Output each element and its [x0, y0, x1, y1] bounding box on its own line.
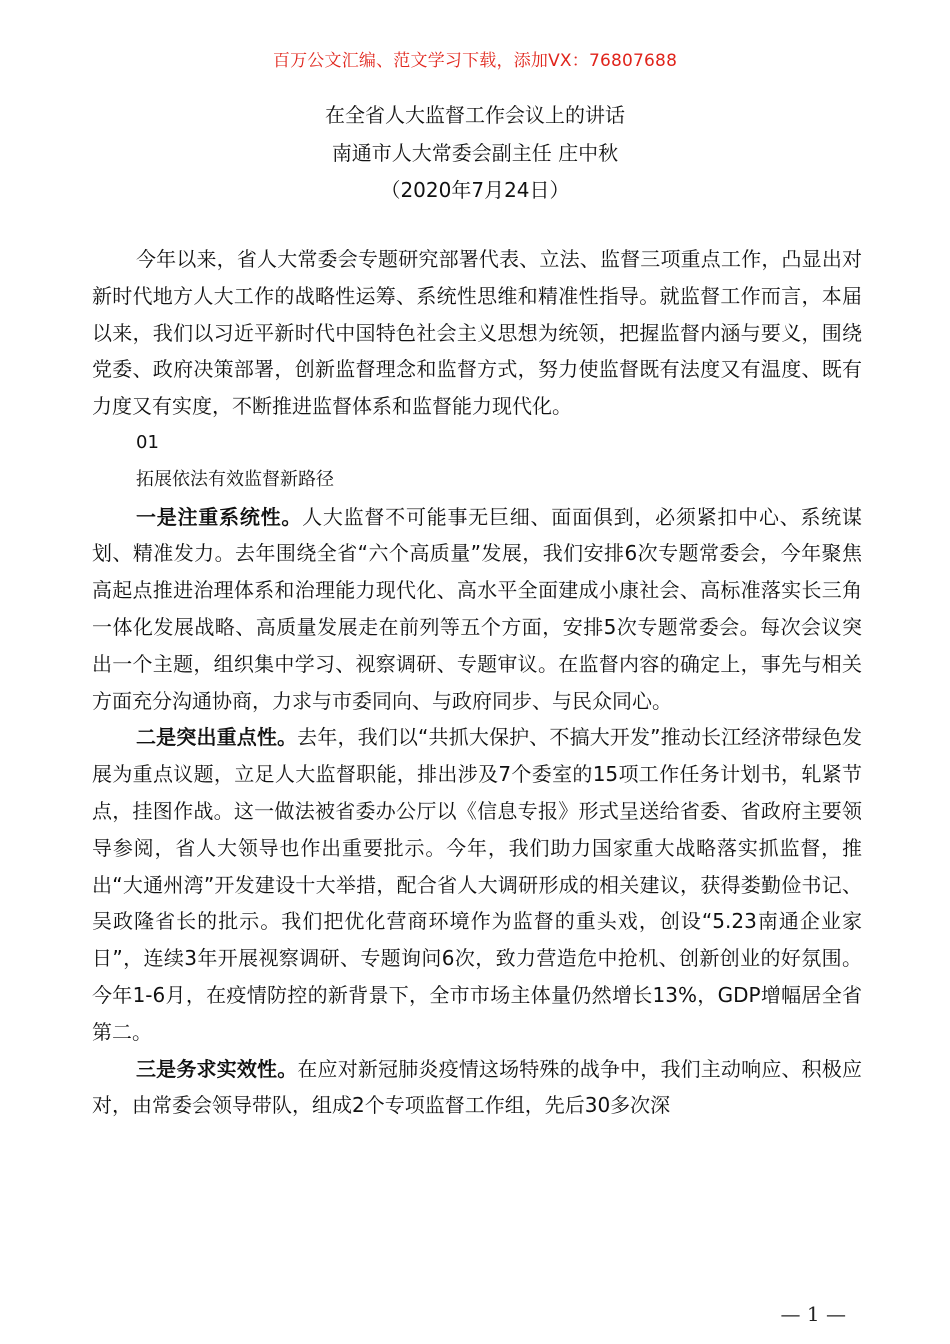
paragraph-lead: 一是注重系统性。	[136, 504, 303, 529]
document-body	[92, 241, 862, 1124]
paragraph-intro: 今年以来，省人大常委会专题研究部署代表、立法、监督三项重点工作，凸显出对新时代地方人大工作的战略性运筹、系统性思维和精准性指导。就监督工作而言，本届以来，我们以习近平新时代中国特色社会主义思想为统领，把握监督内涵与要义，围绕党委、政府决策部署，创新监督理念和监督方式，努力使监督既有法度又有温度、既有力度又有实度，不断推进监督体系和监督能力现代化。	[92, 247, 862, 419]
section-number: 01	[136, 431, 159, 453]
speech-date: （2020年7月24日）	[380, 178, 570, 202]
paragraph-text: 在应对新冠肺炎疫情这场特殊的战争中，我们主动响应、积极应对，由常委会领导带队，组成2个专项监督工作组，先后30多次深	[92, 1056, 863, 1118]
paragraph-lead: 二是突出重点性。	[136, 725, 298, 750]
paragraph-text: 去年，我们以“共抓大保护、不搞大开发”推动长江经济带绿色发展为重点议题，立足人大监督职能，排出涉及7个委室的15项工作任务计划书，轧紧节点，挂图作战。这一做法被省委办公厅以《信息专报》形式呈送给省委、省政府主要领导参阅，省人大领导也作出重要批示。今年，我们助力国家重大战略落实抓监督，推出“大通州湾”开发建设十大举措，配合省人大调研形成的相关建议，获得娄勤俭书记、吴政隆省长的批示。我们把优化营商环境作为监督的重头戏，创设“5.23南通企业家日”，连续3年开展视察调研、专题询问6次，致力营造危中抢机、创新创业的好氛围。今年1-6月，在疫情防控的新背景下，全市市场主体量仍然增长13%，GDP增幅居全省第二。	[92, 725, 862, 1044]
section-heading: 拓展依法有效监督新路径	[136, 468, 334, 490]
paragraph-effectiveness	[92, 1051, 862, 1125]
promo-banner: 百万公文汇编、范文学习下载，添加VX：76807688	[272, 51, 678, 71]
paragraph-lead: 三是务求实效性。	[136, 1056, 298, 1081]
paragraph-systematic	[92, 499, 862, 720]
paragraph-focus	[92, 719, 862, 1050]
speaker-line: 南通市人大常委会副主任 庄中秋	[331, 141, 619, 165]
paragraph-text: 人大监督不可能事无巨细、面面俱到，必须紧扣中心、系统谋划、精准发力。去年围绕全省“六个高质量”发展，我们安排6次专题常委会，今年聚焦高起点推进治理体系和治理能力现代化、高水平全面建成小康社会、高标准落实长三角一体化发展战略、高质量发展走在前列等五个方面，安排5次专题常委会。每次会议突出一个主题，组织集中学习、视察调研、专题审议。在监督内容的确定上，事先与相关方面充分沟通协商，力求与市委同向、与政府同步、与民众同心。	[92, 504, 863, 713]
page-number: — 1 —	[780, 1302, 846, 1326]
speech-title: 在全省人大监督工作会议上的讲话	[325, 103, 625, 127]
